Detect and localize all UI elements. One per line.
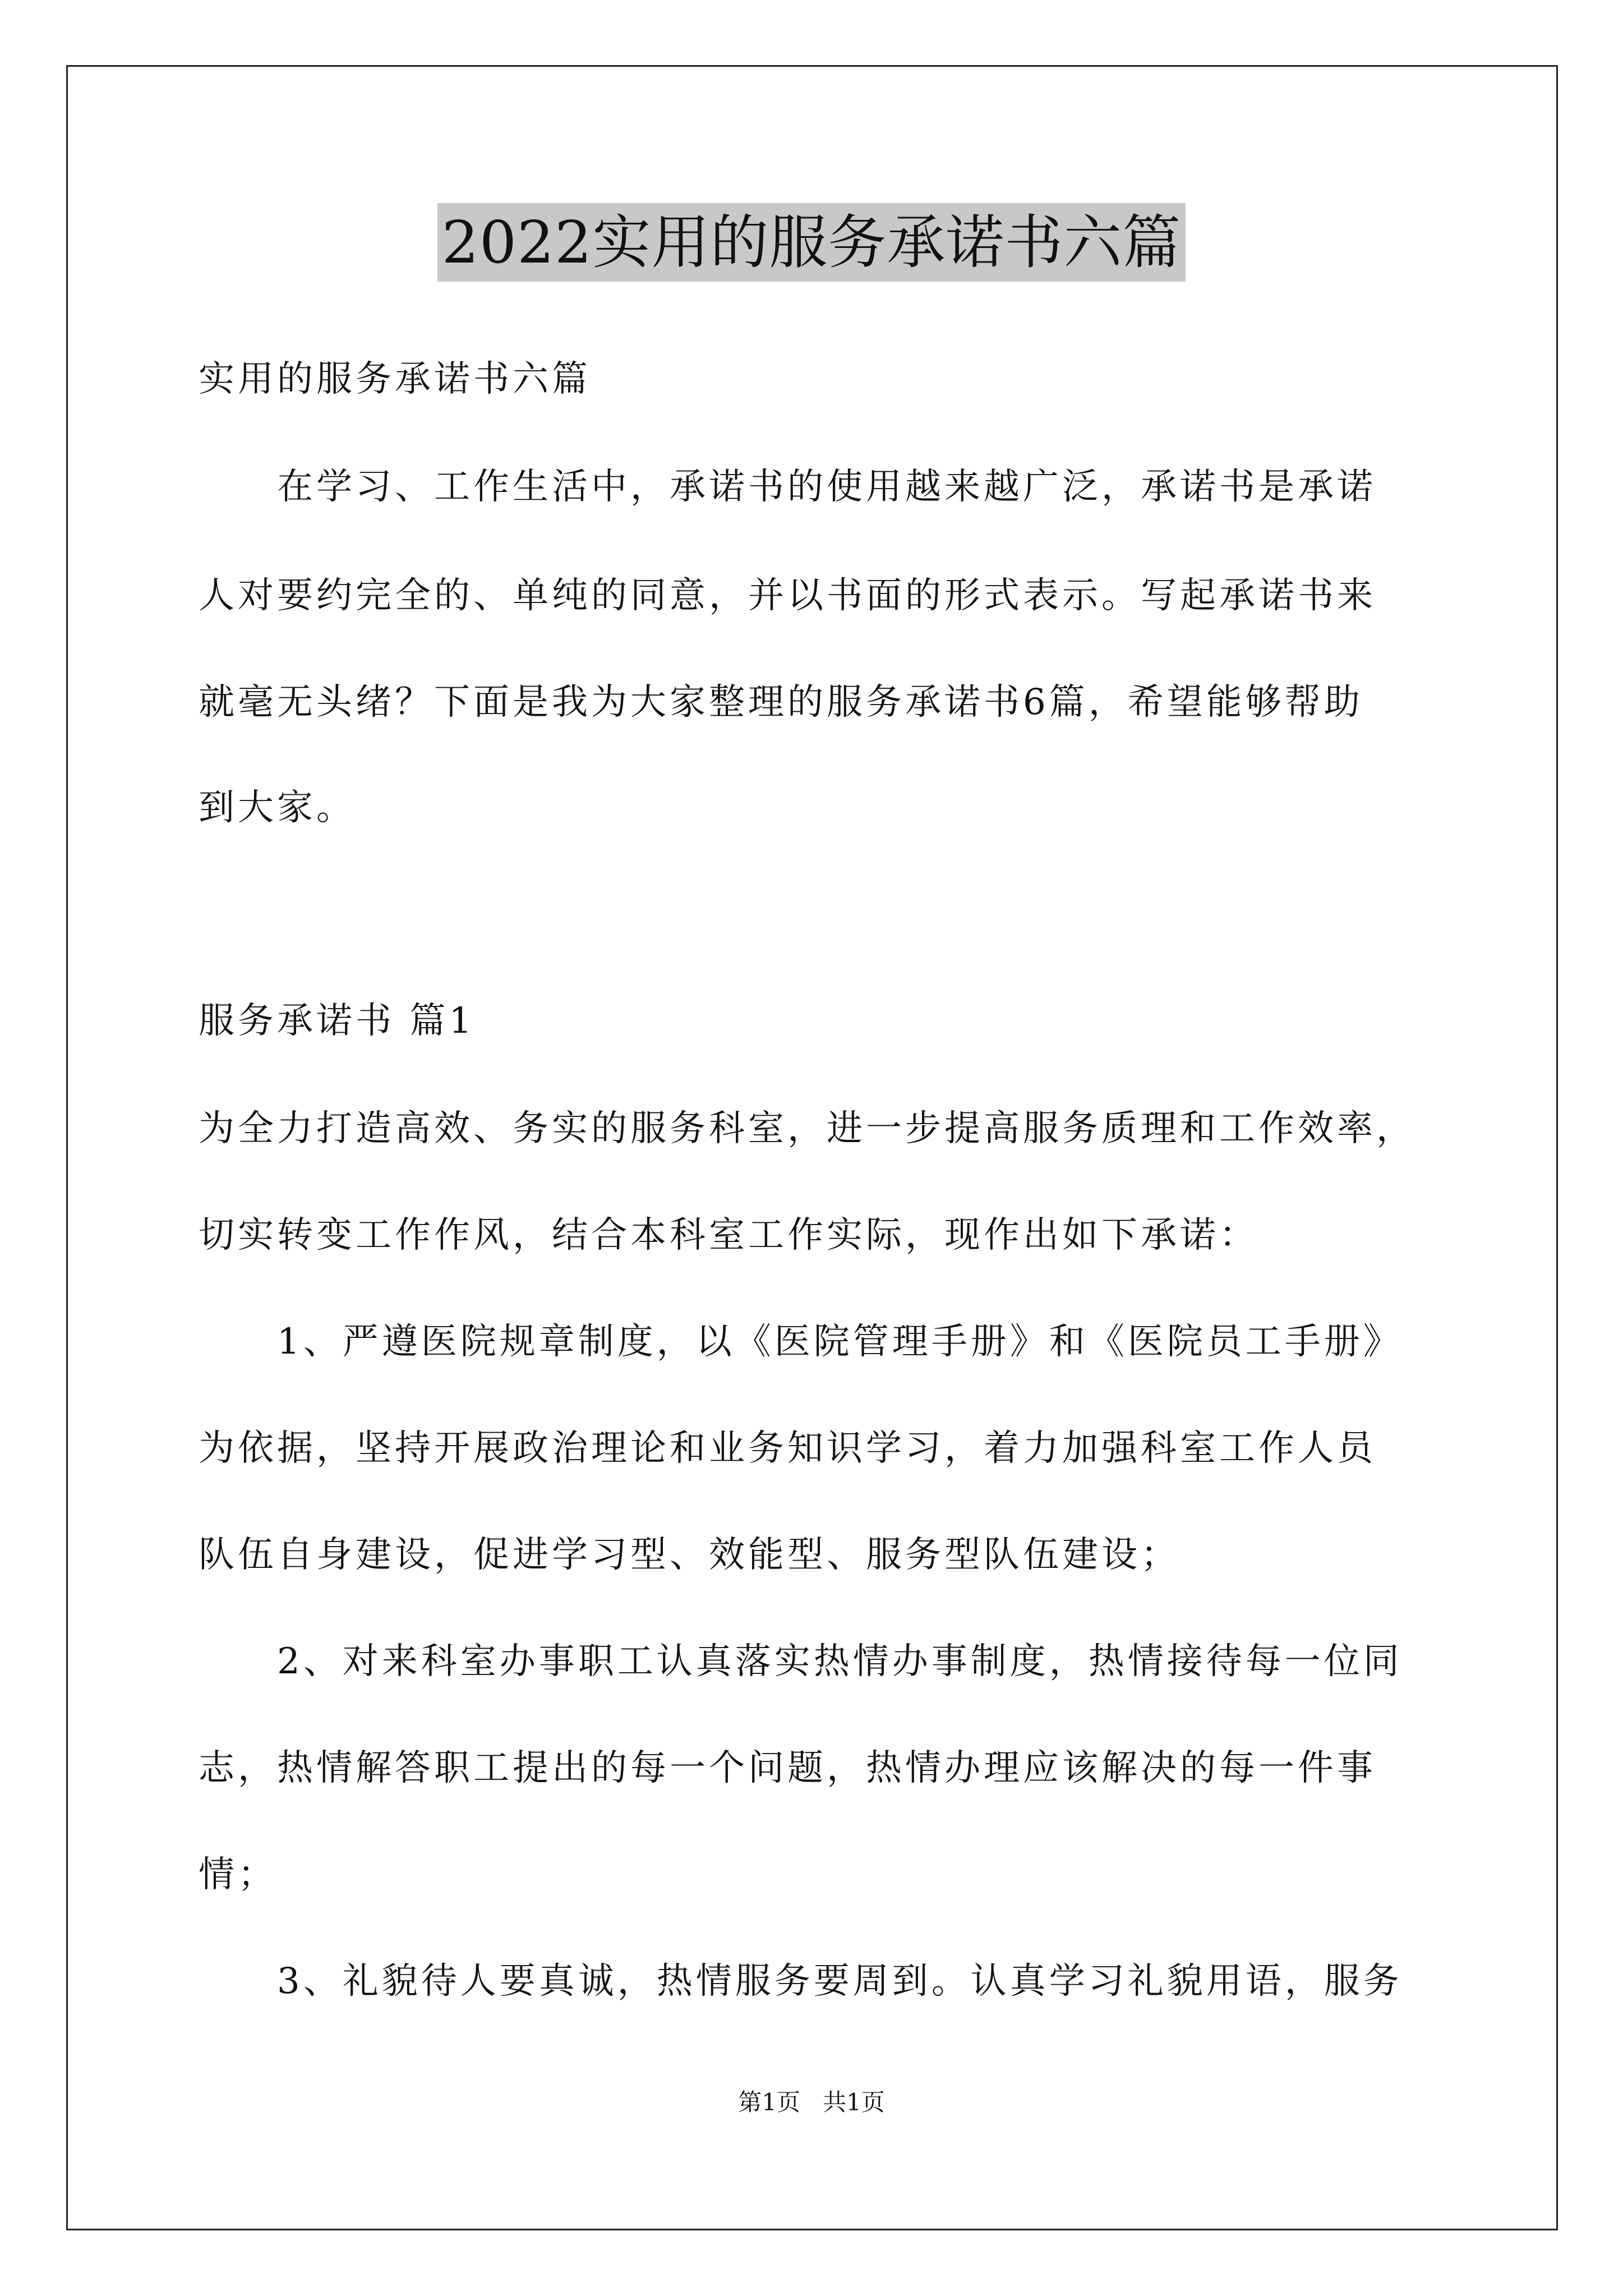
item-2-line-2: 志，热情解答职工提出的每一个问题，热情办理应该解决的每一件事 bbox=[199, 1747, 1376, 1789]
intro-line-1: 在学习、工作生活中，承诺书的使用越来越广泛，承诺书是承诺 bbox=[277, 466, 1376, 508]
item-1-line-2: 为依据，坚持开展政治理论和业务知识学习，着力加强科室工作人员 bbox=[199, 1428, 1376, 1469]
item-1-line-1: 1、严遵医院规章制度，以《医院管理手册》和《医院员工手册》 bbox=[277, 1321, 1403, 1363]
item-2-line-3: 情； bbox=[199, 1854, 277, 1895]
item-3-line-1: 3、礼貌待人要真诚，热情服务要周到。认真学习礼貌用语，服务 bbox=[277, 1961, 1403, 2002]
intro-line-3: 就毫无头绪？下面是我为大家整理的服务承诺书6篇，希望能够帮助 bbox=[199, 682, 1363, 723]
page-footer: 第1页 共1页 bbox=[738, 2088, 885, 2116]
intro-line-4: 到大家。 bbox=[199, 787, 356, 829]
body-line-2: 切实转变工作作风，结合本科室工作实际，现作出如下承诺： bbox=[199, 1214, 1258, 1256]
item-1-line-3: 队伍自身建设，促进学习型、效能型、服务型队伍建设； bbox=[199, 1534, 1180, 1576]
intro-line-2: 人对要约完全的、单纯的同意，并以书面的形式表示。写起承诺书来 bbox=[199, 575, 1376, 616]
subtitle-line: 实用的服务承诺书六篇 bbox=[199, 358, 591, 400]
document-title: 2022实用的服务承诺书六篇 bbox=[437, 203, 1186, 282]
item-2-line-1: 2、对来科室办事职工认真落实热情办事制度，热情接待每一位同 bbox=[277, 1641, 1403, 1682]
section-heading: 服务承诺书 篇1 bbox=[199, 1000, 476, 1042]
title-container bbox=[0, 203, 1623, 282]
body-line-1: 为全力打造高效、务实的服务科室，进一步提高服务质理和工作效率， bbox=[199, 1108, 1415, 1149]
